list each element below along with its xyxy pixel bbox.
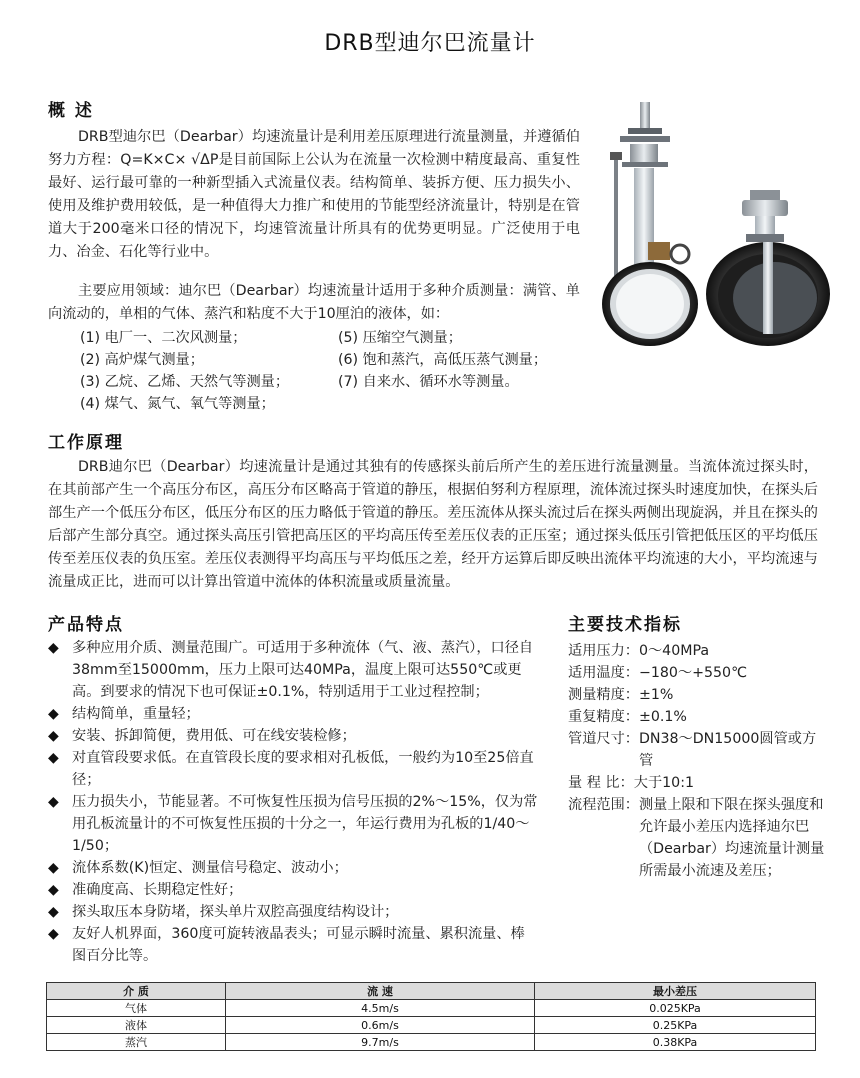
principle-paragraph: DRB迪尔巴（Dearbar）均速流量计是通过其独有的传感探头前后所产生的差压进行流量测量。当流体流过探头时，在其前部产生一个高压分布区，高压分布区略高于管道的静压，根据伯努利方程原理，流体流过探头时速度加快，在探头后部生产一个低压分布区，低压分布区的压力略低于管道的静压。差压流体从探头流过后在探头两侧出现旋涡，并且在探头的后部产生部分真空。通过探头高压引管把高压区的平均高压传至差压仪表的正压室；通过探头低压引管把低压区的平均低压传至差压仪表的负压室。差压仪表测得平均高压与平均低压之差，经开方运算后即反映出流体平均流速的大小，平均流速与流量成正比，进而可以计算出管道中流体的体积流量或质量流量。 [48, 459, 818, 590]
table-cell: 0.38KPa [535, 1034, 816, 1051]
application-item: (3) 乙烷、乙烯、天然气等测量； [80, 374, 290, 390]
application-item: (4) 煤气、氮气、氧气等测量； [80, 396, 275, 412]
application-item: (2) 高炉煤气测量； [80, 352, 204, 368]
diamond-bullet-icon: ◆ [48, 904, 59, 920]
product-image [600, 92, 840, 352]
features-list [48, 637, 538, 967]
diamond-bullet-icon: ◆ [48, 640, 59, 656]
application-item: (7) 自来水、循环水等测量。 [338, 374, 519, 390]
feature-item: ◆ 流体系数(K)恒定、测量信号稳定、波动小； [48, 857, 538, 879]
application-item [338, 393, 580, 415]
features-heading: 产品特点 [48, 615, 124, 635]
overview-heading: 概 述 [48, 101, 94, 121]
applications-list [80, 327, 580, 415]
spec-row: 管道尺寸： DN38～DN15000圆管或方管 [568, 731, 817, 769]
spec-row: 适用温度： −180～+550℃ [568, 665, 748, 681]
diamond-bullet-icon: ◆ [48, 860, 59, 876]
flowmeter-illustration [600, 92, 840, 352]
diamond-bullet-icon: ◆ [48, 882, 59, 898]
table-row [47, 1000, 816, 1017]
table-header: 流 速 [226, 983, 535, 1000]
feature-item: ◆ 多种应用介质、测量范围广。可适用于多种流体（气、液、蒸汽），口径自38mm至15000mm，压力上限可达40MPa，温度上限可达550℃或更高。到要求的情况下也可保证±0.1%，特别适用于工业过程控制； [48, 637, 538, 703]
table-cell: 0.025KPa [535, 1000, 816, 1017]
diamond-bullet-icon: ◆ [48, 750, 59, 766]
overview-paragraph: DRB型迪尔巴（Dearbar）均速流量计是利用差压原理进行流量测量，并遵循伯努力方程：Q=K×C× √ΔP是目前国际上公认为在流量一次检测中精度最高、重复性最好、运行最可靠的一种新型插入式流量仪表。结构简单、装拆方便、压力损失小、使用及维护费用较低，是一种值得大力推广和使用的节能型经济流量计，特别是在管道大于200毫米口径的情况下，均速管流量计所具有的优势更明显。广泛使用于电力、冶金、石化等行业中。 [48, 129, 580, 260]
spec-row: 适用压力： 0～40MPa [568, 643, 710, 659]
specs-list [568, 640, 830, 882]
specs-heading: 主要技术指标 [568, 615, 682, 635]
feature-item: ◆ 准确度高、长期稳定性好； [48, 879, 538, 901]
table-header: 最小差压 [535, 983, 816, 1000]
diamond-bullet-icon: ◆ [48, 926, 59, 942]
diamond-bullet-icon: ◆ [48, 794, 59, 810]
table-cell: 蒸汽 [47, 1034, 226, 1051]
min-dp-table [46, 982, 816, 1051]
table-row [47, 1017, 816, 1034]
table-header-row [47, 983, 816, 1000]
application-item: (6) 饱和蒸汽，高低压蒸气测量； [338, 352, 548, 368]
diamond-bullet-icon: ◆ [48, 706, 59, 722]
principle-heading: 工作原理 [48, 433, 124, 453]
spec-row: 重复精度： ±0.1% [568, 709, 687, 725]
feature-item: ◆ 安装、拆卸简便，费用低、可在线安装检修； [48, 725, 538, 747]
spec-row: 测量精度： ±1% [568, 687, 674, 703]
feature-item: ◆ 结构简单，重量轻； [48, 703, 538, 725]
application-item: (5) 压缩空气测量； [338, 330, 462, 346]
table-cell: 液体 [47, 1017, 226, 1034]
table-row [47, 1034, 816, 1051]
feature-item: ◆ 探头取压本身防堵，探头单片双腔高强度结构设计； [48, 901, 538, 923]
feature-item: ◆ 压力损失小，节能显著。不可恢复性压损为信号压损的2%～15%，仅为常用孔板流量计的不可恢复性压损的十分之一，年运行费用为孔板的1/40～1/50； [48, 791, 538, 857]
table-header: 介 质 [47, 983, 226, 1000]
table-cell: 0.25KPa [535, 1017, 816, 1034]
feature-item: ◆ 友好人机界面，360度可旋转液晶表头；可显示瞬时流量、累积流量、棒图百分比等。 [48, 923, 538, 967]
feature-item: ◆ 对直管段要求低。在直管段长度的要求相对孔板低，一般约为10至25倍直径； [48, 747, 538, 791]
table-cell: 0.6m/s [226, 1017, 535, 1034]
application-item: (1) 电厂一、二次风测量； [80, 330, 247, 346]
table-cell: 4.5m/s [226, 1000, 535, 1017]
table-cell: 气体 [47, 1000, 226, 1017]
spec-row: 流程范围： 测量上限和下限在探头强度和允许最小差压内选择迪尔巴（Dearbar）均速流量计测量所需最小流速及差压； [568, 797, 825, 879]
diamond-bullet-icon: ◆ [48, 728, 59, 744]
applications-intro: 主要应用领域：迪尔巴（Dearbar）均速流量计适用于多种介质测量：满管、单向流动的，单相的气体、蒸汽和粘度不大于10厘泊的液体，如： [48, 283, 580, 322]
table-cell: 9.7m/s [226, 1034, 535, 1051]
spec-row: 量 程 比： 大于10:1 [568, 775, 695, 791]
page-title: DRB型迪尔巴流量计 [324, 31, 536, 56]
